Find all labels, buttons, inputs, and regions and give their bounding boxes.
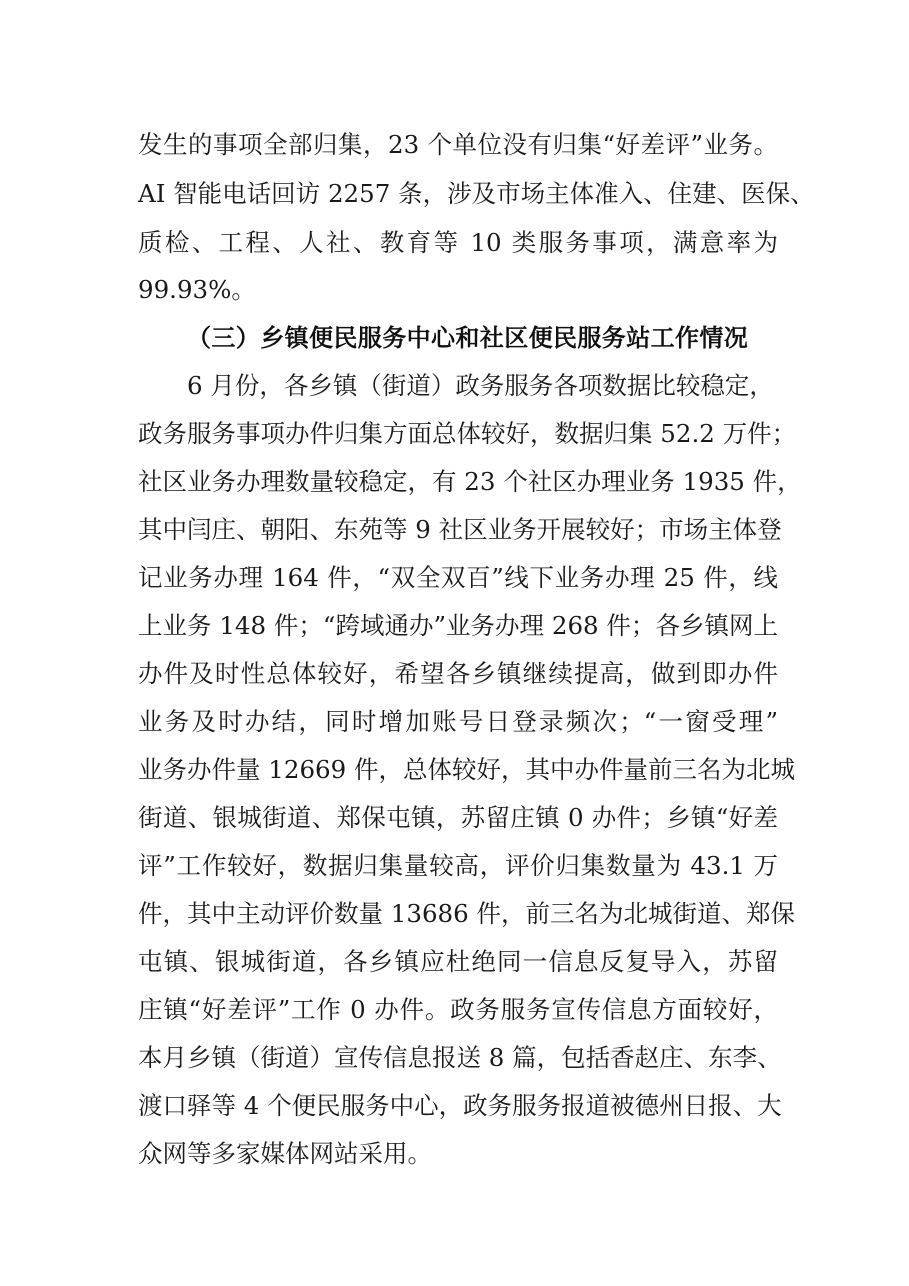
paragraph-line: 6 月份，各乡镇（街道）政务服务各项数据比较稳定， (187, 371, 774, 400)
paragraph-line: 渡口驿等 4 个便民服务中心，政务服务报道被德州日报、大 (138, 1091, 782, 1120)
section-heading: （三）乡镇便民服务中心和社区便民服务站工作情况 (187, 324, 749, 352)
paragraph-line: 街道、银城街道、郑保屯镇，苏留庄镇 0 办件；乡镇“好差 (138, 803, 778, 832)
paragraph-line: 记业务办理 164 件，“双全双百”线下业务办理 25 件，线 (138, 563, 778, 592)
paragraph-line: 本月乡镇（街道）宣传信息报送 8 篇，包括香赵庄、东李、 (138, 1043, 782, 1072)
paragraph-line: 业务及时办结，同时增加账号日登录频次；“一窗受理” (138, 707, 778, 736)
paragraph-line: 质检、工程、人社、教育等 10 类服务事项，满意率为 (138, 228, 778, 257)
paragraph-line: 件，其中主动评价数量 13686 件，前三名为北城街道、郑保 (138, 899, 796, 928)
paragraph-line: 业务办件量 12669 件，总体较好，其中办件量前三名为北城 (138, 755, 796, 784)
paragraph-line: 办件及时性总体较好，希望各乡镇继续提高，做到即办件 (138, 659, 778, 688)
paragraph-line: 99.93%。 (138, 275, 256, 304)
paragraph-line: 众网等多家媒体网站采用。 (138, 1139, 432, 1168)
paragraph-line: AI 智能电话回访 2257 条，涉及市场主体准入、住建、医保、 (138, 179, 815, 208)
paragraph-line: 屯镇、银城街道，各乡镇应杜绝同一信息反复导入，苏留 (138, 947, 778, 976)
paragraph-line: 评”工作较好，数据归集量较高，评价归集数量为 43.1 万 (138, 851, 778, 880)
paragraph-line: 庄镇“好差评”工作 0 办件。政务服务宣传信息方面较好， (138, 995, 778, 1024)
paragraph-line: 社区业务办理数量较稳定，有 23 个社区办理业务 1935 件， (138, 467, 802, 496)
paragraph-line: 上业务 148 件；“跨域通办”业务办理 268 件；各乡镇网上 (138, 611, 778, 640)
paragraph-line: 其中闫庄、朝阳、东苑等 9 社区业务开展较好；市场主体登 (138, 515, 782, 544)
paragraph-line: 政务服务事项办件归集方面总体较好，数据归集 52.2 万件； (138, 419, 797, 448)
paragraph-line: 发生的事项全部归集，23 个单位没有归集“好差评”业务。 (138, 130, 778, 159)
